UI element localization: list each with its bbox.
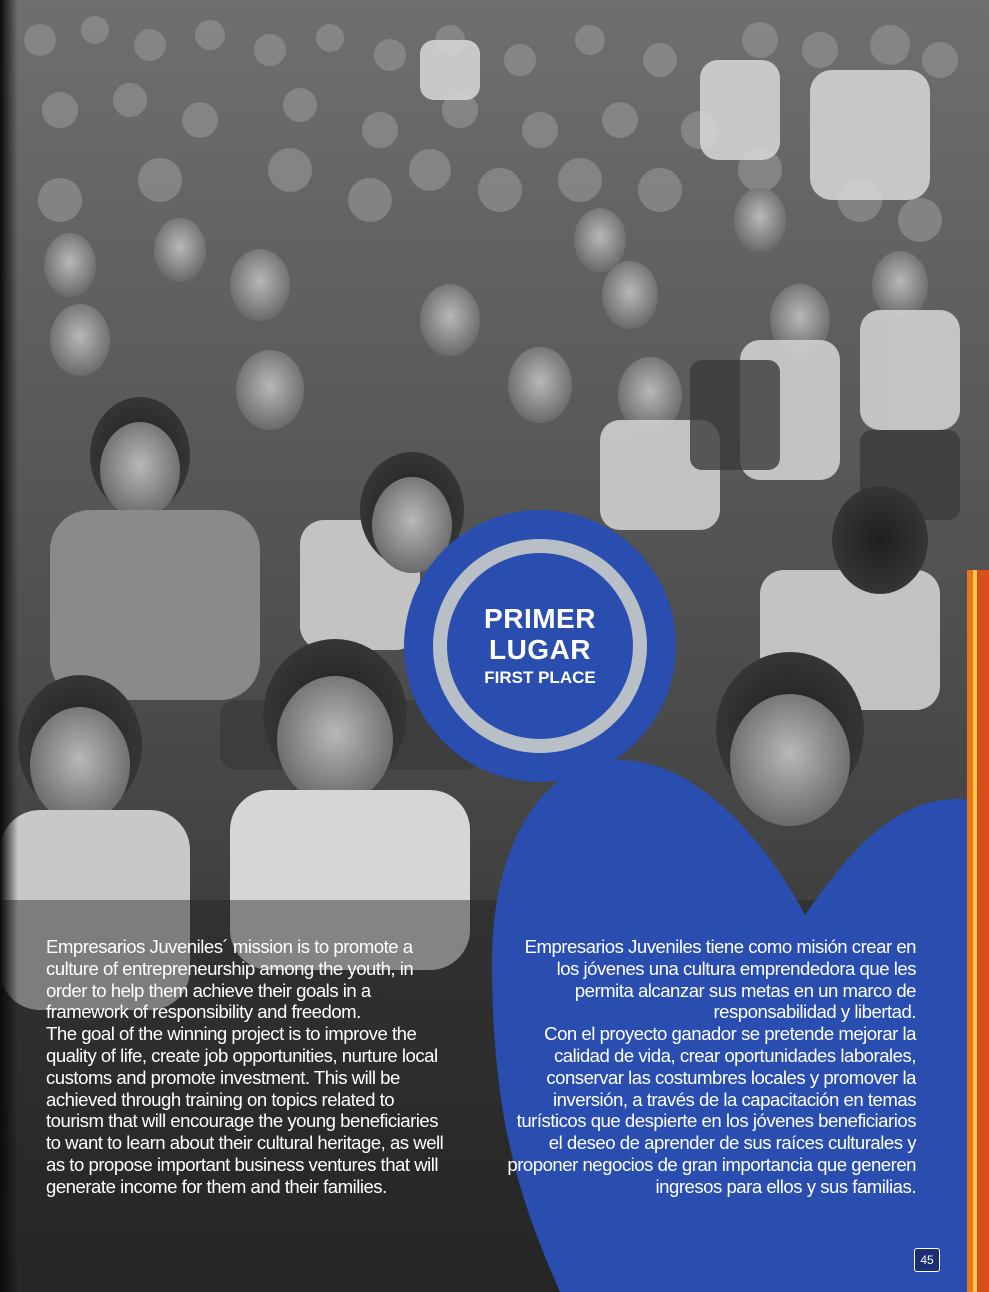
english-text-column	[46, 936, 446, 1198]
badge-title-line2: LUGAR	[488, 634, 592, 665]
badge-subtitle: FIRST PLACE	[484, 668, 596, 687]
badge-title-line1: PRIMER	[484, 603, 596, 634]
spanish-paragraph-2: Con el proyecto ganador se pretende mejorar la calidad de vida, crear oportunidades laborales, conservar las costumbres locales y promover la inversión, a través de la capacitación en temas turísticos que despierte en los jóvenes beneficiarios el deseo de aprender de sus raíces culturales y proponer negocios de gran importancia que generen ingresos para ellos y sus familias.	[507, 1023, 916, 1197]
spanish-paragraph-1: Empresarios Juveniles tiene como misión crear en los jóvenes una cultura emprendedora que les permita alcanzar sus metas en un marco de responsabilidad y libertad.	[524, 936, 916, 1023]
page-gutter	[0, 0, 18, 1292]
english-paragraph-1: Empresarios Juveniles´ mission is to promote a culture of entrepreneurship among the youth, in order to help them achieve their goals in a framework of responsibility and freedom.	[46, 936, 414, 1023]
badge-inner	[447, 553, 633, 739]
edge-stripes	[967, 570, 989, 1292]
page-number: 45	[914, 1248, 940, 1272]
spanish-text-column	[506, 936, 916, 1198]
first-place-badge	[404, 510, 676, 782]
badge-ring	[433, 539, 647, 753]
english-paragraph-2: The goal of the winning project is to improve the quality of life, create job opportunities, nurture local customs and promote investment. This will be achieved through training on topics related to tourism that will encourage the young beneficiaries to want to learn about their cultural heritage, as well as to propose important business ventures that will generate income for them and their families.	[46, 1023, 444, 1197]
